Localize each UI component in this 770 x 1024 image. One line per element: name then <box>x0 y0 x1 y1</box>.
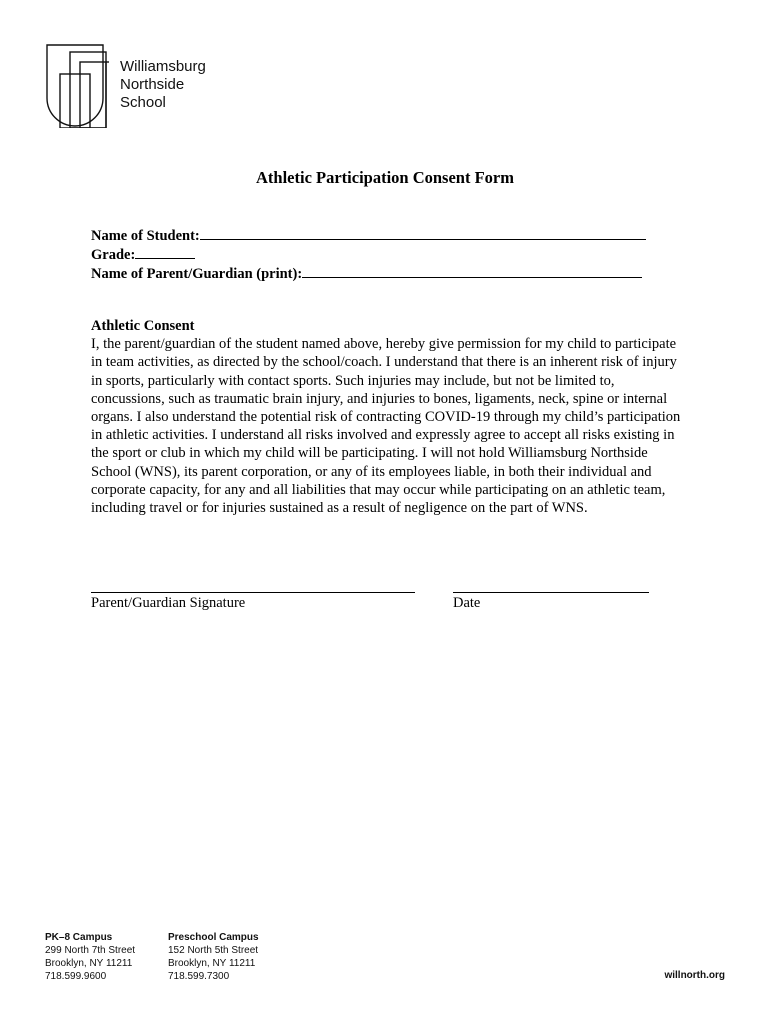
preschool-campus-phone: 718.599.7300 <box>168 971 230 982</box>
pk8-campus-phone: 718.599.9600 <box>45 971 107 982</box>
consent-section <box>91 317 681 517</box>
student-name-label: Name of Student: <box>91 228 200 244</box>
footer-preschool-campus <box>168 931 259 983</box>
preschool-campus-city: Brooklyn, NY 11211 <box>168 958 256 969</box>
parent-name-blank[interactable] <box>302 264 642 278</box>
school-name-line-1: Williamsburg <box>120 58 206 75</box>
student-name-row <box>91 226 646 245</box>
date-label: Date <box>453 595 481 611</box>
school-name-line-2: Northside <box>120 76 185 93</box>
school-name <box>120 58 206 112</box>
school-logo <box>46 44 226 128</box>
student-name-blank[interactable] <box>200 226 646 240</box>
footer-pk8-campus <box>45 931 135 983</box>
preschool-campus-street: 152 North 5th Street <box>168 945 259 956</box>
consent-body: I, the parent/guardian of the student named above, hereby give permission for my child to participate in team activities, as directed by the school/coach. I understand that there is an inherent risk of injury in sports, particularly with contact sports. Such injuries may include, but not be limited to, concussions, such as traumatic brain injury, and injuries to bones, ligaments, neck, spine or internal organs. I also understand the potential risk of contracting COVID-19 through my child’s participation in athletic activities. I understand all risks involved and expressly agree to accept all risks existing in the sport or club in which my child will be participating. I will not hold Williamsburg Northside School (WNS), its parent corporation, or any of its employees liable, in both their individual and corporate capacity, for any and all liabilities that may occur while participating on an athletic team, including travel or for injuries sustained as a result of negligence on the part of WNS. <box>91 336 681 517</box>
grade-label: Grade: <box>91 247 136 263</box>
grade-blank[interactable] <box>135 245 195 259</box>
pk8-campus-street: 299 North 7th Street <box>45 945 136 956</box>
pk8-campus-city: Brooklyn, NY 11211 <box>45 958 133 969</box>
date-line[interactable] <box>453 592 649 593</box>
grade-row <box>91 245 646 264</box>
footer-website: willnorth.org <box>664 970 725 981</box>
form-title: Athletic Participation Consent Form <box>256 168 514 187</box>
school-name-line-3: School <box>120 94 166 111</box>
signature-label: Parent/Guardian Signature <box>91 595 246 611</box>
parent-name-label: Name of Parent/Guardian (print): <box>91 266 303 282</box>
parent-name-row <box>91 264 646 283</box>
pk8-campus-heading: PK–8 Campus <box>45 932 113 943</box>
consent-heading: Athletic Consent <box>91 318 195 334</box>
form-fields <box>91 226 646 283</box>
school-crest-icon <box>46 44 110 128</box>
preschool-campus-heading: Preschool Campus <box>168 932 259 943</box>
signature-line[interactable] <box>91 592 415 593</box>
